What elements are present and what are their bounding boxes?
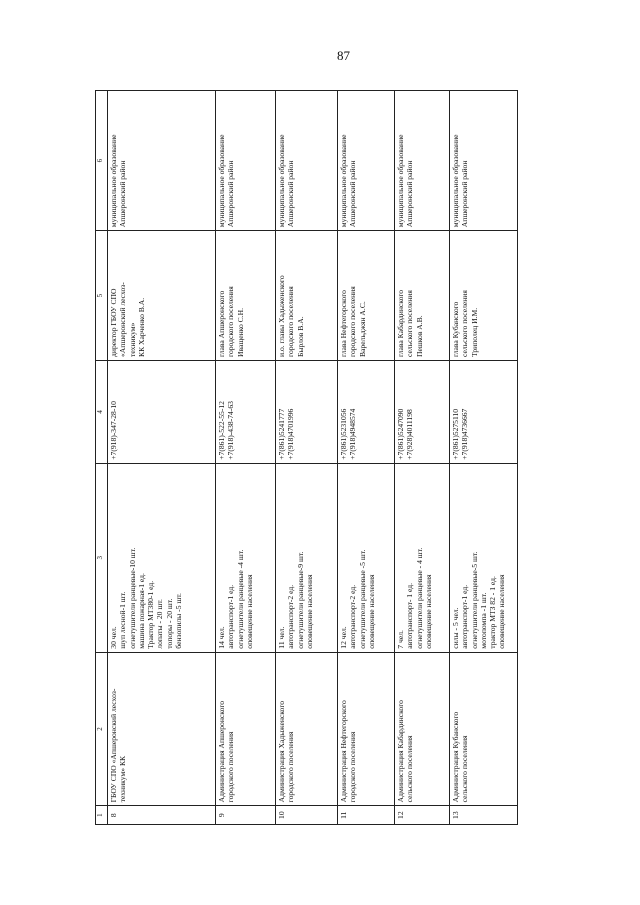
resources-line: бензопилы -5 шт. [173,593,183,649]
resources-line: огнетушители ранцевые - 4 шт. [414,547,424,649]
table-row [395,91,450,825]
head-line: КК Харченко В.А. [136,297,146,357]
resources-line: 11 чел. [277,626,286,649]
row-number: 10 [276,806,338,825]
phones-line: +7(918)4948574 [348,408,358,460]
organization-cell [276,652,338,806]
phones-line: +7(861)5247090 [396,408,405,460]
resources-line: автотранспорт- 1 ед. [405,582,415,649]
organization-line: Администрация Хадыженского [277,700,286,803]
table-row [216,91,276,825]
municipality-cell [338,91,395,231]
header-col-2: 2 [96,652,108,806]
resources-cell [450,463,518,652]
organization-cell [108,652,216,806]
resources-cell [395,463,450,652]
row-number: 12 [395,806,450,825]
phones-cell [108,360,216,463]
organization-line: сельского поселения [405,735,415,803]
resources-line: машина пожарная-1 ед. [136,573,146,649]
resources-line: мотопомпа -1 шт. [478,592,488,649]
resources-line: огнетушители ранцевые-9 шт. [295,551,305,649]
page-number: 87 [337,48,350,63]
resources-line: 7 чел. [396,630,405,649]
municipality-line: Апшеронский район [460,160,470,228]
head-cell [338,231,395,361]
municipality-cell [395,91,450,231]
resources-line: автотранспорт-1 ед. [460,584,470,649]
row-number: 11 [338,806,395,825]
resources-line: оповещение населения [497,574,507,649]
resources-line: 30 чел. [109,626,118,649]
resources-cell [276,463,338,652]
resources-cell [108,463,216,652]
resources-line: силы - 5 чел. [451,607,460,649]
resources-cell [216,463,276,652]
table-row [450,91,518,825]
resources-line: огнетушители ранцевые -4 шт. [235,549,245,649]
organization-cell [395,652,450,806]
head-cell [108,231,216,361]
head-line: «Апшеронский лесхоз- [118,282,128,357]
municipality-line: муниципальное образование [451,134,460,228]
table-body [108,91,518,825]
resources-line: шуп лесной-1 шт. [118,591,128,649]
phones-line: +7(928)4011198 [405,409,415,460]
municipality-line: муниципальное образование [339,134,348,228]
municipality-line: муниципальное образование [109,134,118,228]
head-line: глава Кубанского [451,301,460,357]
head-line: сельского поселения [460,290,470,357]
resources-table [95,90,518,825]
phones-line: +7(918)-438-74-63 [226,401,236,460]
row-number: 8 [108,806,216,825]
phones-line: +7(861)-522-55-12 [217,401,226,460]
head-line: глава Апшеронского [217,290,226,357]
phones-line: +7(861)5241777 [277,408,286,460]
phones-line: +7(861)5275110 [451,408,460,460]
organization-line: Администрация Кубанского [451,711,460,803]
phones-cell [395,360,450,463]
municipality-line: муниципальное образование [277,134,286,228]
organization-line: Администрация Нефтегорского [339,700,348,803]
resources-line: огнетушители ранцевые-5 шт. [469,551,479,649]
municipality-line: муниципальное образование [217,134,226,228]
header-col-3: 3 [96,463,108,652]
head-line: Иващенко С.Н. [235,308,245,357]
resources-line: автотранспорт-2 ед. [286,584,296,649]
organization-line: городского поселения [348,731,358,803]
header-col-6: 6 [96,91,108,231]
organization-line: Администрация Кабардинского [396,700,405,803]
head-line: директор ГБОУ СПО [109,288,118,357]
resources-line: трактор МТЗ 82 - 1 ед. [488,576,497,649]
head-cell [276,231,338,361]
municipality-cell [450,91,518,231]
head-line: техникум» [127,322,137,357]
head-line: городского поселения [348,286,358,357]
resources-line: автотранспорт-1 ед. [226,584,236,649]
row-number: 13 [450,806,518,825]
resources-line: огнетушители ранцевые-10 шт. [127,547,137,649]
resources-line: автотранспорт-2 ед. [348,584,358,649]
organization-line: Администрация Апшеронского [217,700,226,803]
table-row [108,91,216,825]
resources-line: оповещение населения [244,574,254,649]
resources-line: Трактор МТ380-1 ед. [146,580,155,649]
organization-line: ГБОУ СПО «Апшеронский лесхоз- [109,688,118,803]
resources-line: 12 чел. [339,626,348,649]
phones-cell [338,360,395,463]
resources-line: огнетушители ранцевые -5 шт. [357,549,367,649]
organization-cell [450,652,518,806]
phones-line: +7(918)4701996 [286,408,296,460]
municipality-cell [276,91,338,231]
resources-line: топоры - 20 шт. [164,598,174,649]
head-line: и.о. главы Хадыженского [277,275,286,357]
organization-line: городского поселения [226,731,236,803]
municipality-line: Апшеронский район [286,160,296,228]
header-col-5: 5 [96,231,108,361]
phones-line: +7(861)5231056 [339,408,348,460]
head-line: глава Кабардинского [396,289,405,357]
resources-line: оповещение населения [423,574,433,649]
phones-line: +7(918)-347-28-10 [109,401,118,460]
head-line: городского поселения [226,286,236,357]
head-cell [450,231,518,361]
organization-line: сельского поселения [460,735,470,803]
resources-line: оповещение населения [366,574,376,649]
rotated-table-container [95,90,518,825]
municipality-line: Апшеронский район [226,160,236,228]
resources-line: 14 чел. [217,626,226,649]
phones-cell [450,360,518,463]
municipality-line: Апшеронский район [118,160,128,228]
municipality-cell [108,91,216,231]
municipality-line: Апшеронский район [348,160,358,228]
municipality-line: муниципальное образование [396,134,405,228]
head-line: глава Нефтегорского [339,290,348,357]
table-row [276,91,338,825]
organization-line: городского поселения [286,731,296,803]
phones-cell [276,360,338,463]
organization-line: техникум» КК [118,755,128,803]
table-row [338,91,395,825]
row-number: 9 [216,806,276,825]
head-line: сельского поселения [405,290,415,357]
phones-line: +7(918)4736667 [460,408,470,460]
municipality-cell [216,91,276,231]
head-line: Бырлов В.А. [295,316,305,357]
organization-cell [338,652,395,806]
resources-line: оповещение населения [304,574,314,649]
header-row [96,91,108,825]
head-line: Пешков А.В. [414,315,424,357]
head-line: Триполец И.М. [469,307,479,357]
phones-cell [216,360,276,463]
head-line: городского поселения [286,286,296,357]
head-cell [216,231,276,361]
resources-cell [338,463,395,652]
head-cell [395,231,450,361]
head-line: Варельджян А.С. [357,301,367,357]
organization-cell [216,652,276,806]
resources-line: лопаты - 20 шт. [155,599,165,649]
header-col-4: 4 [96,360,108,463]
header-col-1: 1 [96,806,108,825]
municipality-line: Апшеронский район [405,160,415,228]
